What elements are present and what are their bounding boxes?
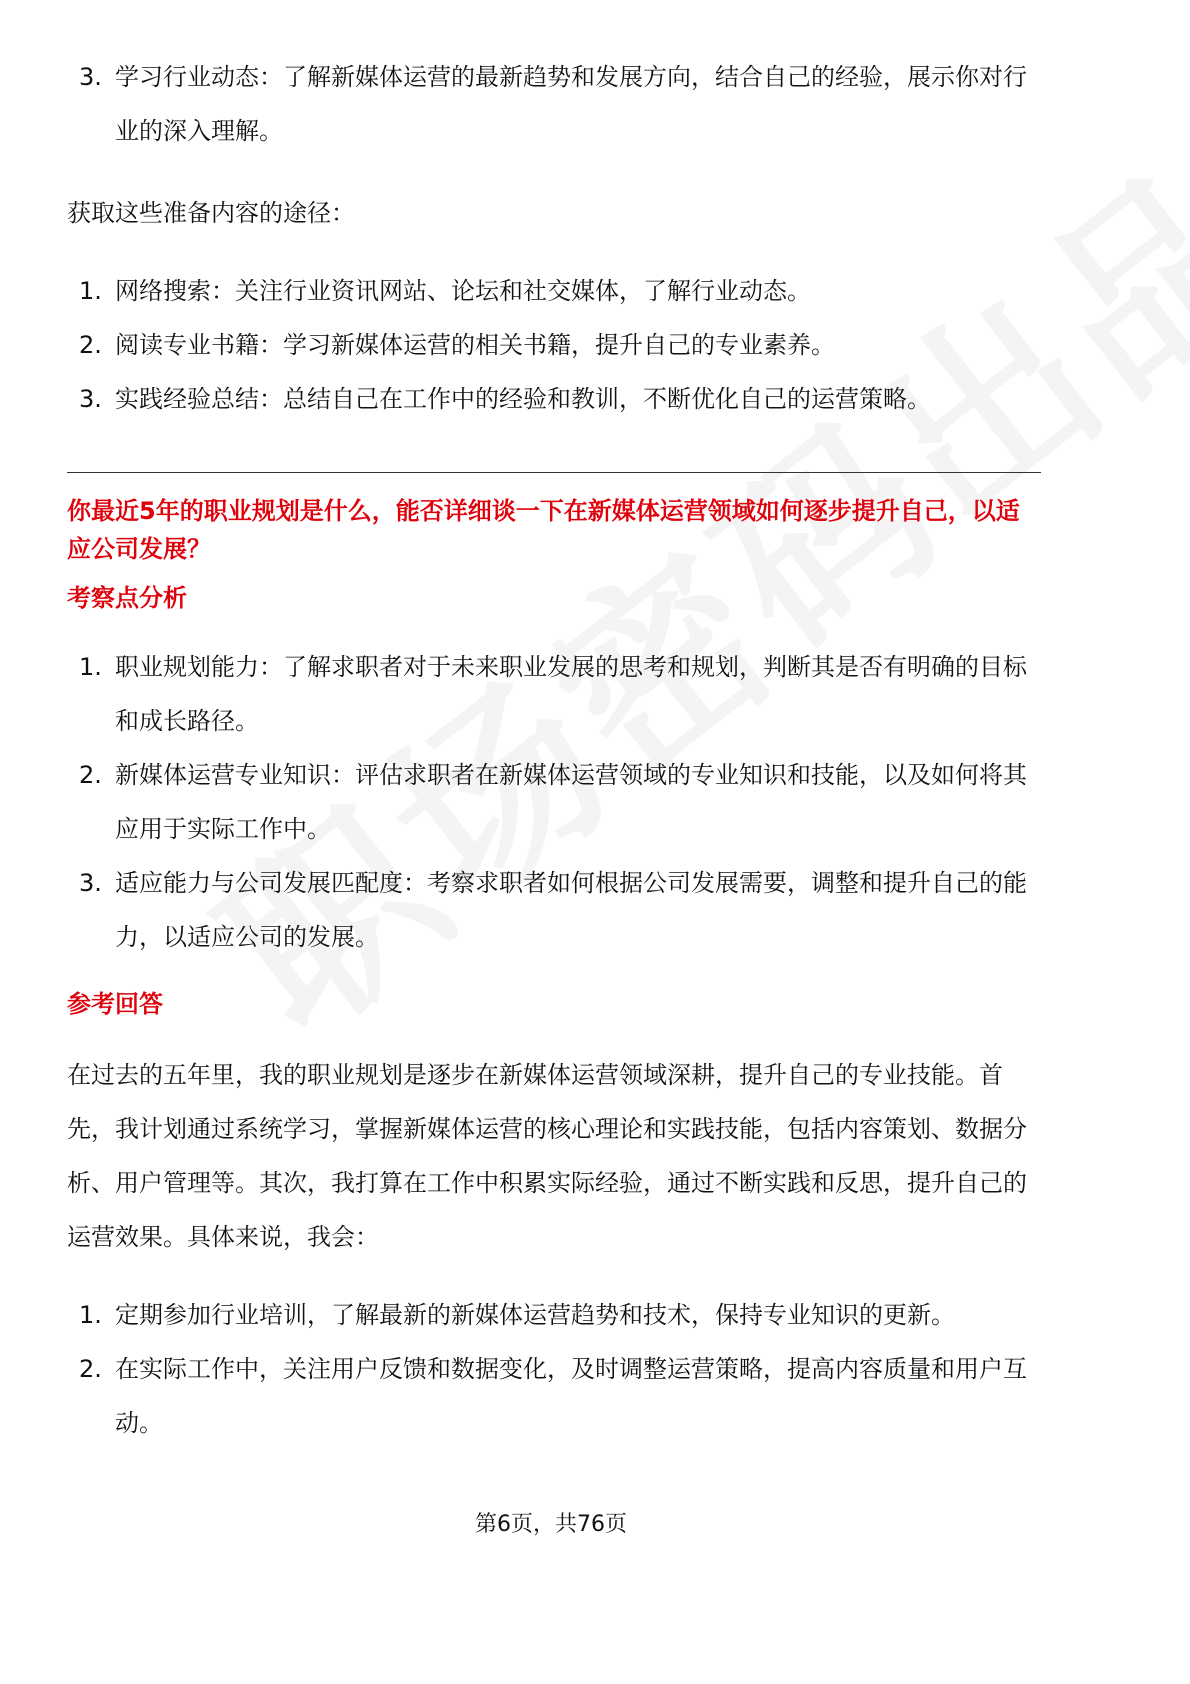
answer-paragraph: 在过去的五年里，我的职业规划是逐步在新媒体运营领域深耕，提升自己的专业技能。首先，我计划通过系统学习，掌握新媒体运营的核心理论和实践技能，包括内容策划、数据分析、用户管理等。其次，我打算在工作中积累实际经验，通过不断实践和反思，提升自己的运营效果。具体来说，我会：: [67, 1061, 1027, 1251]
list-text: 学习行业动态：了解新媒体运营的最新趋势和发展方向，结合自己的经验，展示你对行业的深入理解。: [115, 63, 1027, 145]
list-text: 实践经验总结：总结自己在工作中的经验和教训，不断优化自己的运营策略。: [115, 385, 931, 413]
list-number: 1.: [79, 1301, 102, 1329]
answer-list: [67, 1288, 1039, 1450]
analysis-heading: 考察点分析: [67, 584, 187, 612]
list-text: 适应能力与公司发展匹配度：考察求职者如何根据公司发展需要，调整和提升自己的能力，以适应公司的发展。: [115, 869, 1027, 951]
list-number: 3.: [79, 869, 102, 897]
list-text: 网络搜索：关注行业资讯网站、论坛和社交媒体，了解行业动态。: [115, 277, 811, 305]
list-item: [67, 856, 1039, 964]
list-number: 2.: [79, 1355, 102, 1383]
list-number: 2.: [79, 761, 102, 789]
list-text: 新媒体运营专业知识：评估求职者在新媒体运营领域的专业知识和技能，以及如何将其应用于实际工作中。: [115, 761, 1027, 843]
list-item: [67, 1288, 1039, 1342]
list-text: 在实际工作中，关注用户反馈和数据变化，及时调整运营策略，提高内容质量和用户互动。: [115, 1355, 1027, 1437]
top-list: [67, 50, 1039, 158]
list-item: [67, 372, 1039, 426]
list-text: 阅读专业书籍：学习新媒体运营的相关书籍，提升自己的专业素养。: [115, 331, 835, 359]
list-item: [67, 640, 1039, 748]
page-footer: 第6页，共76页: [475, 1512, 627, 1537]
sources-intro: 获取这些准备内容的途径：: [67, 199, 355, 227]
list-item: [67, 1342, 1039, 1450]
list-number: 3.: [79, 63, 102, 91]
list-item: [67, 50, 1039, 158]
list-number: 2.: [79, 331, 102, 359]
list-text: 职业规划能力：了解求职者对于未来职业发展的思考和规划，判断其是否有明确的目标和成长路径。: [115, 653, 1027, 735]
list-number: 3.: [79, 385, 102, 413]
analysis-list: [67, 640, 1039, 964]
list-text: 定期参加行业培训，了解最新的新媒体运营趋势和技术，保持专业知识的更新。: [115, 1301, 955, 1329]
list-number: 1.: [79, 277, 102, 305]
list-item: [67, 318, 1039, 372]
list-number: 1.: [79, 653, 102, 681]
list-item: [67, 748, 1039, 856]
interview-question: 你最近5年的职业规划是什么，能否详细谈一下在新媒体运营领域如何逐步提升自己，以适应公司发展？: [67, 497, 1020, 563]
answer-heading: 参考回答: [67, 990, 163, 1018]
sources-list: [67, 264, 1039, 426]
section-divider: [67, 472, 1041, 473]
list-item: [67, 264, 1039, 318]
